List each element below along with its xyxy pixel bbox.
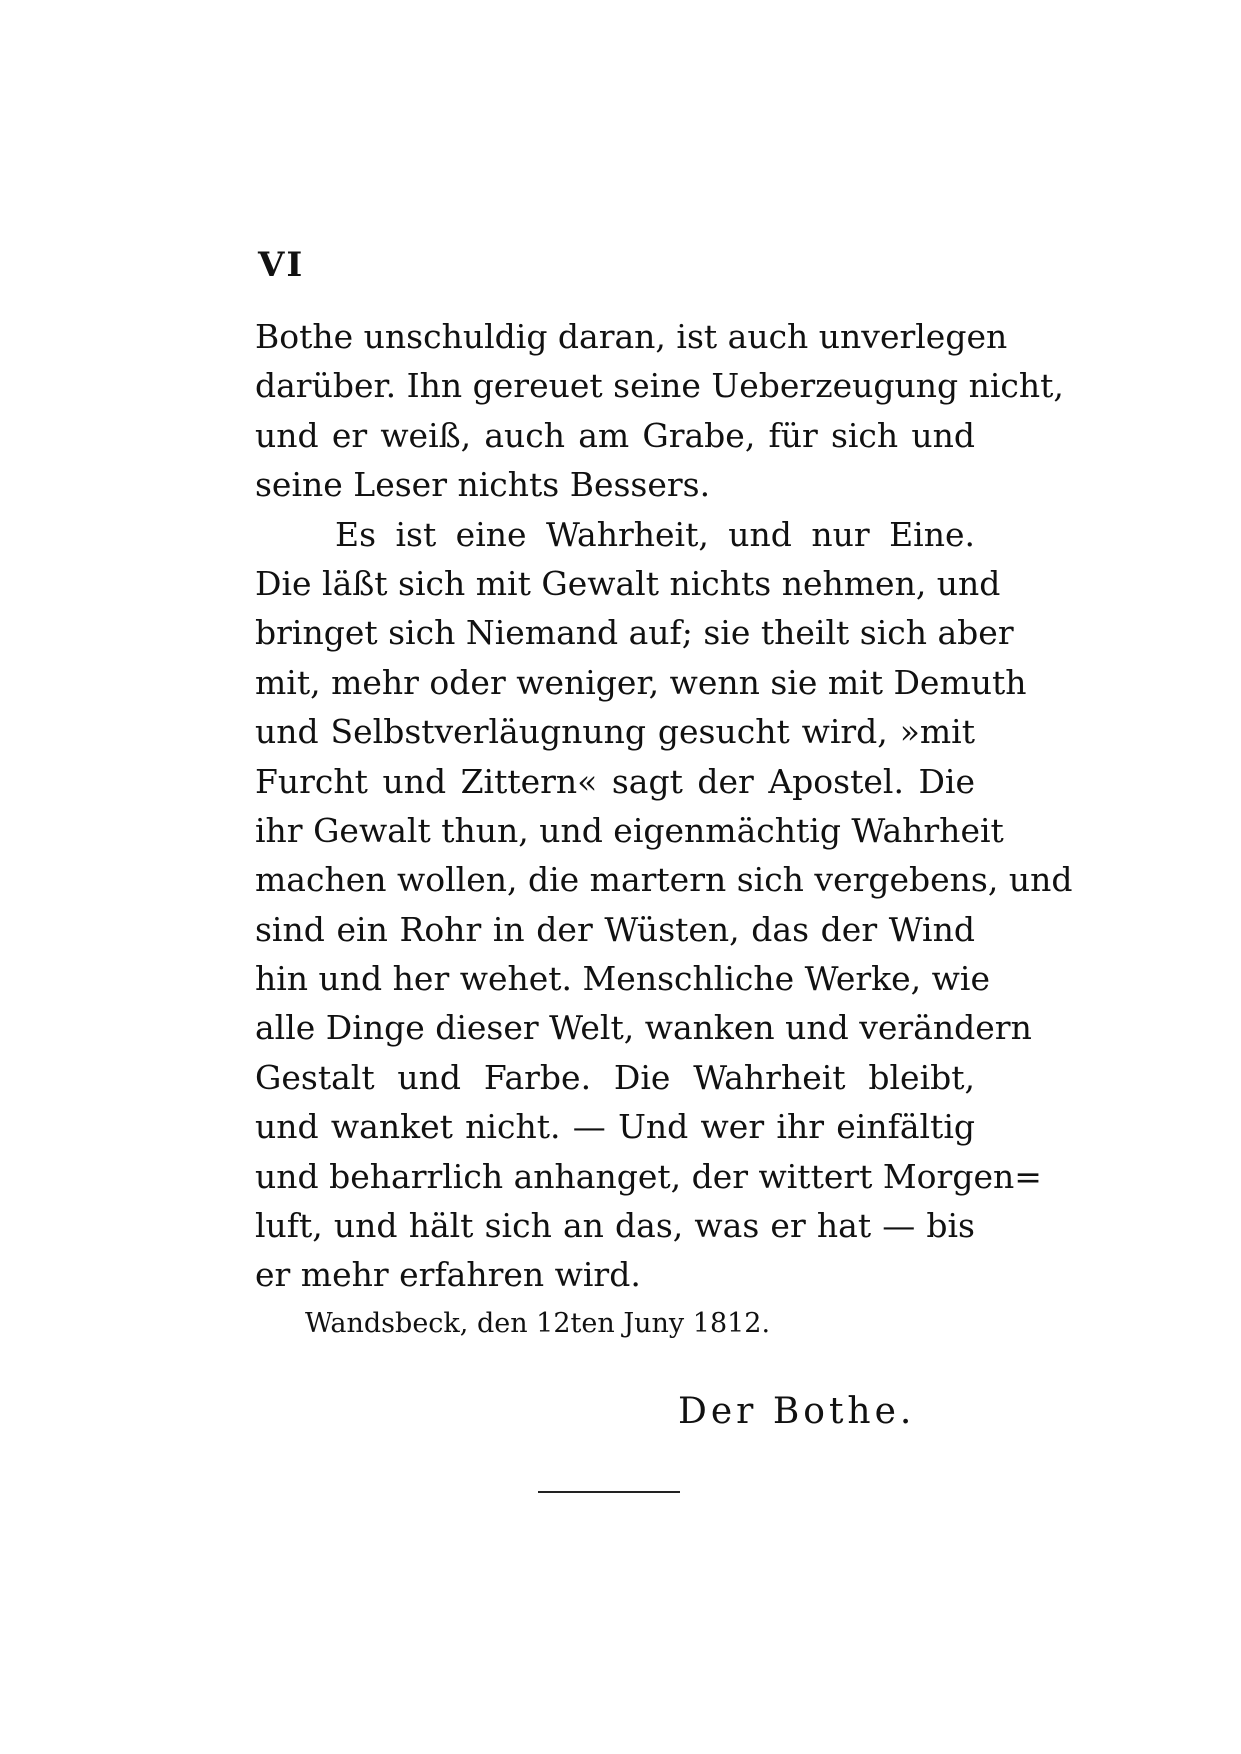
text-line: er mehr erfahren wird.	[255, 1255, 641, 1295]
text-line: alle Dinge dieser Welt, wanken und verändern	[255, 1008, 1032, 1048]
text-line: Bothe unschuldig daran, ist auch unverlegen	[255, 317, 1008, 356]
body-text	[255, 312, 1073, 1300]
text-line: und wanket nicht. — Und wer ihr einfältig	[255, 1107, 975, 1147]
text-line: luft, und hält sich an das, was er hat — bis	[255, 1206, 975, 1246]
text-line: darüber. Ihn gereuet seine Ueberzeugung nicht,	[255, 366, 1064, 406]
paragraph-start-line: Es ist eine Wahrheit, und nur Eine.	[335, 514, 975, 554]
text-line: mit, mehr oder weniger, wenn sie mit Demuth	[255, 662, 1027, 702]
text-line: und Selbstverläugnung gesucht wird, »mit	[255, 712, 975, 752]
text-line: machen wollen, die martern sich vergebens, und	[255, 860, 1073, 900]
text-line: Gestalt und Farbe. Die Wahrheit bleibt,	[255, 1057, 975, 1097]
page-number: VI	[258, 245, 305, 285]
text-line: seine Leser nichts Bessers.	[255, 465, 711, 505]
text-line: sind ein Rohr in der Wüsten, das der Wind	[255, 909, 975, 949]
closing-rule	[538, 1491, 680, 1493]
text-line: bringet sich Niemand auf; sie theilt sich aber	[255, 613, 1014, 653]
text-line: und beharrlich anhanget, der wittert Morgen=	[255, 1156, 1042, 1196]
place-date: Wandsbeck, den 12ten Juny 1812.	[305, 1308, 771, 1339]
text-line: und er weiß, auch am Grabe, für sich und	[255, 415, 975, 455]
signature: Der Bothe.	[678, 1391, 916, 1432]
text-line: ihr Gewalt thun, und eigenmächtig Wahrheit	[255, 810, 1004, 850]
text-line: Furcht und Zittern« sagt der Apostel. Die	[255, 761, 975, 801]
text-line: Die läßt sich mit Gewalt nichts nehmen, und	[255, 563, 1001, 603]
text-line: hin und her wehet. Menschliche Werke, wie	[255, 959, 990, 999]
